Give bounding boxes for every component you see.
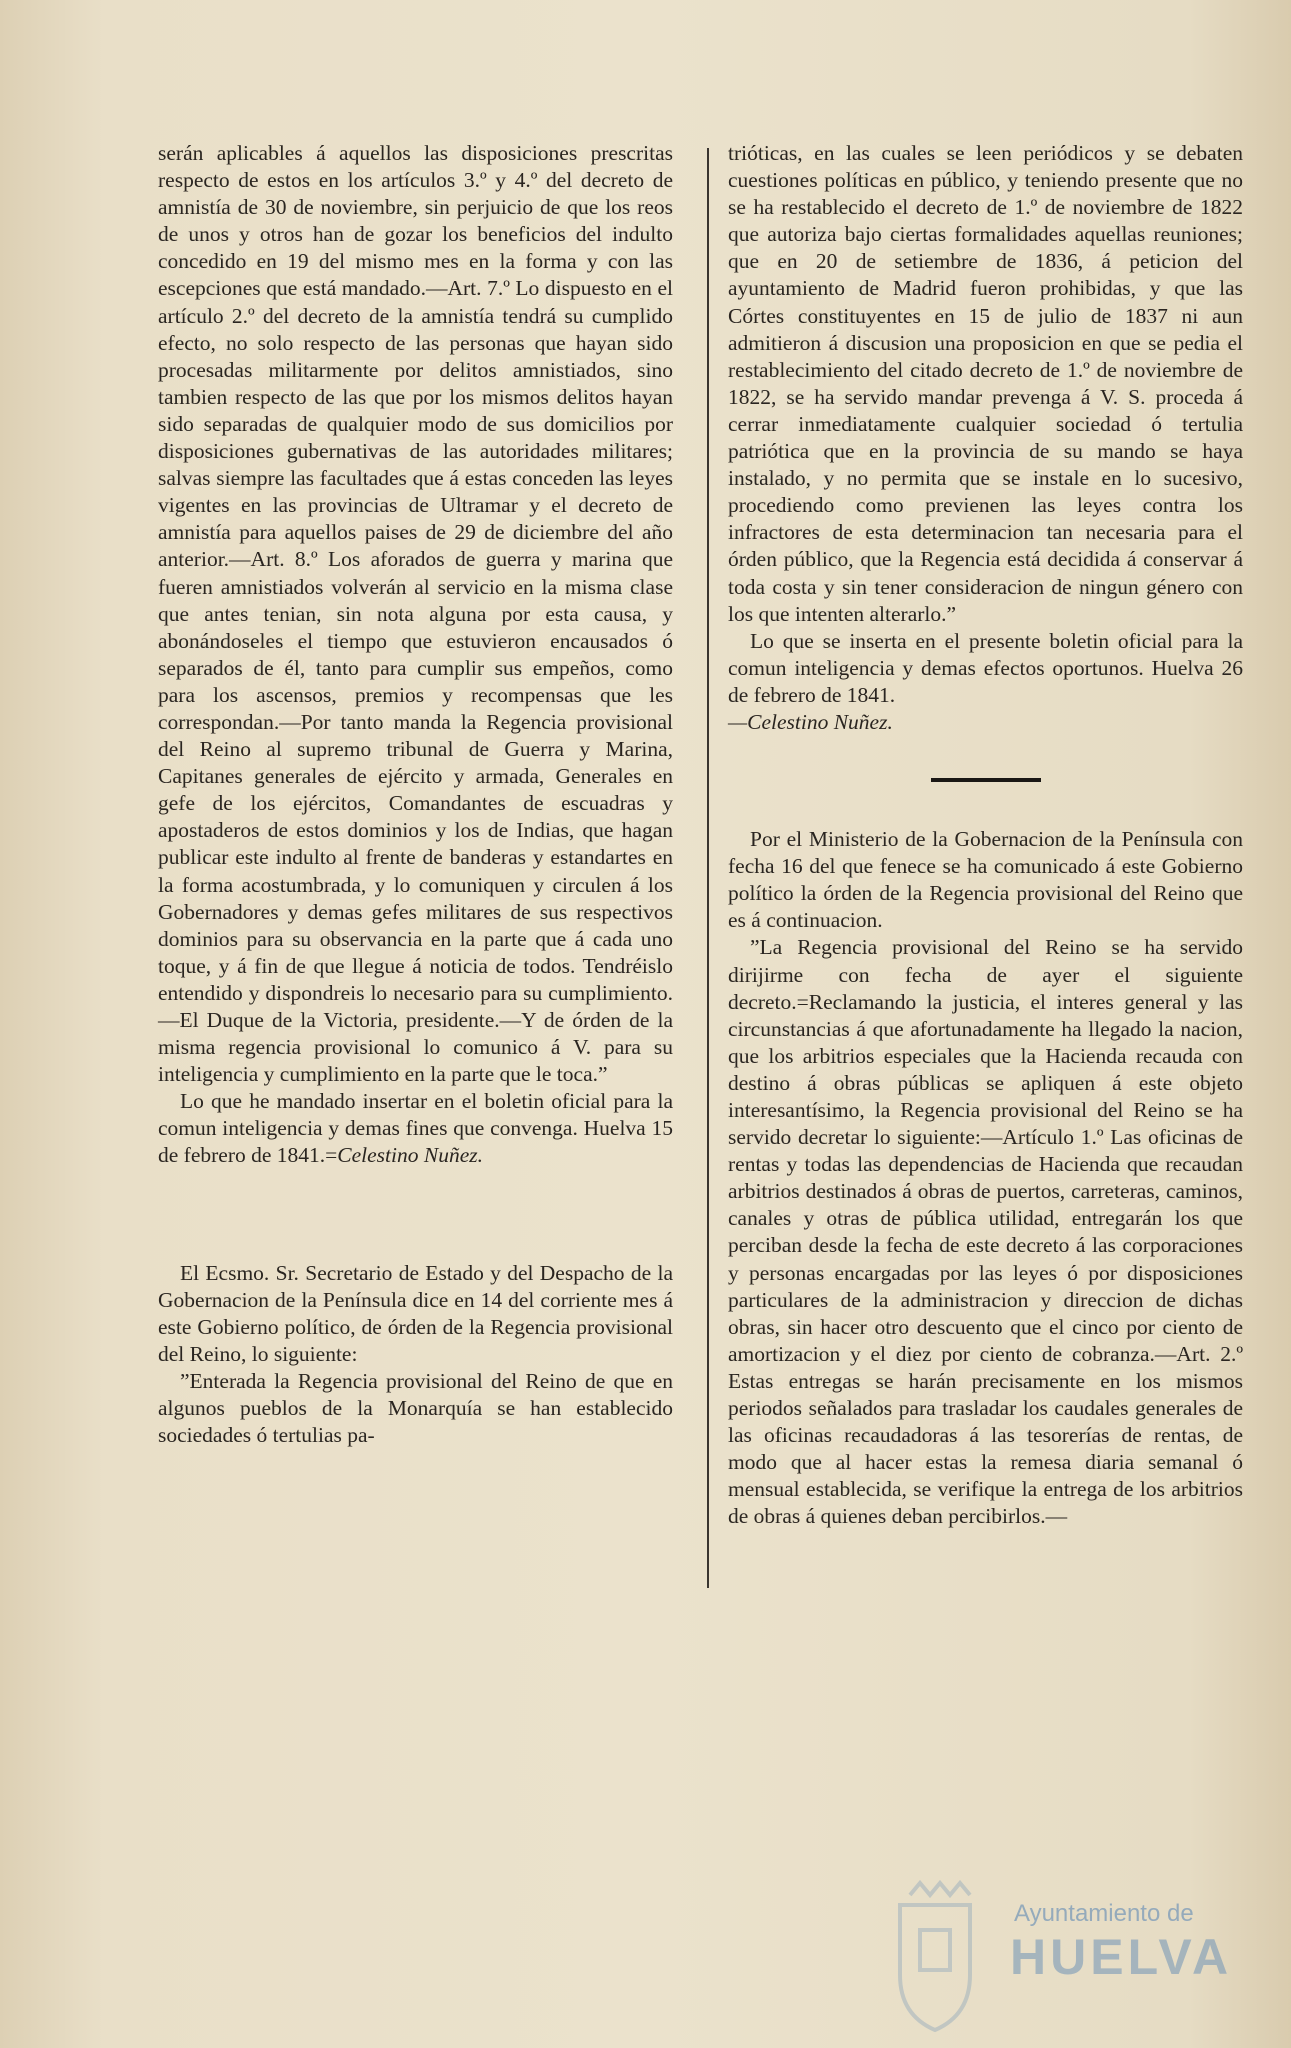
- right-column: [728, 140, 1243, 1531]
- right-paragraph-ministry-notice: Por el Ministerio de la Gobernacion de la Península con fecha 16 del que fenece se ha comunicado á este Gobierno político la órden de la Regencia provisional del Reino que es á continuacion.: [728, 827, 1243, 933]
- left-paragraph-secretary-notice: El Ecsmo. Sr. Secretario de Estado y del Despacho de la Gobernacion de la Península dice en 14 del corriente mes á este Gobierno político, de órden de la Regencia provisional del Reino, lo siguiente:: [158, 1260, 673, 1366]
- left-paragraph-regency-order: ”Enterada la Regencia provisional del Reino de que en algunos pueblos de la Monarquía se han establecido sociedades ó tertulias pa-: [158, 1368, 673, 1448]
- column-divider: [707, 148, 709, 1588]
- right-signature: —Celestino Nuñez.: [728, 709, 893, 734]
- left-spacer: [158, 1170, 673, 1260]
- section-rule: [931, 778, 1041, 782]
- watermark-line1: Ayuntamiento de: [1014, 1900, 1194, 1927]
- left-paragraph-insertion-note: Lo que he mandado insertar en el boletin oficial para la comun inteligencia y demas fines que convenga. Huelva 15 de febrero de 1841.=Celestino Nuñez.: [158, 1089, 673, 1168]
- right-paragraph-hacienda-decree: ”La Regencia provisional del Reino se ha servido dirijirme con fecha de ayer el siguiente decreto.=Reclamando la justicia, el interes general y las circunstancias á que afortunadamente ha llegado la nacion, que los arbitrios especiales que la Hacienda recauda con destino á obras públicas se apliquen á este objeto interesantísimo, la Regencia provisional del Reino se ha servido decretar lo siguiente:—Artículo 1.º Las oficinas de rentas y todas las dependencias de Hacienda que recaudan arbitrios destinados á obras de puertos, carreteras, caminos, canales y otras de pública utilidad, entregarán los que perciban desde la fecha de este decreto á las corporaciones y personas encargadas por las leyes ó por disposiciones particulares de la administracion y direccion de dichas obras, sin hacer otro descuento que el cinco por ciento de amortizacion y el diez por ciento de cobranza.—Art. 2.º Estas entregas se harán precisamente en los mismos periodos señalados para trasladar los caudales generales de las oficinas recaudadoras á las tesorerías de rentas, de modo que al hacer estas la remesa diaria semanal ó mensual establecida, se verifique la entrega de los arbitrios de obras á quienes deban percibirlos.—: [728, 935, 1243, 1529]
- left-column: [158, 140, 673, 1449]
- left-signature: Celestino Nuñez.: [337, 1143, 483, 1168]
- watermark-line2: HUELVA: [1010, 1929, 1233, 1985]
- left-paragraph-decree-continuation: serán aplicables á aquellos las disposiciones prescritas respecto de estos en los artículos 3.º y 4.º del decreto de amnistía de 30 de noviembre, sin perjuicio de que los reos de unos y otros han de gozar los beneficios del indulto concedido en 19 del mismo mes en la forma y con las escepciones que está mandado.—Art. 7.º Lo dispuesto en el artículo 2.º del decreto de la amnistía tendrá su cumplido efecto, no solo respecto de las personas que hayan sido procesadas militarmente por delitos amnistiados, sino tambien respecto de las que por los mismos delitos hayan sido separadas de qualquier modo de sus domicilios por disposiciones gubernativas de las autoridades militares; salvas siempre las facultades que á estas conceden las leyes vigentes en las provincias de Ultramar y el decreto de amnistía para aquellos paises de 29 de diciembre del año anterior.—Art. 8.º Los aforados de guerra y marina que fueren amnistiados volverán al servicio en la misma clase que antes tenian, sin nota alguna por esta causa, y abonándoseles el tiempo que estuvieron encausados ó separados de él, tanto para cumplir sus empeños, como para los ascensos, premios y recompensas que les correspondan.—Por tanto manda la Regencia provisional del Reino al supremo tribunal de Guerra y Marina, Capitanes generales de ejército y armada, Generales en gefe de los ejércitos, Comandantes de escuadras y apostaderos de estos dominios y los de Indias, que hagan publicar este indulto al frente de banderas y estandartes en la forma acostumbrada, y lo comuniquen y circulen á los Gobernadores y demas gefes militares de sus respectivos dominios para su observancia en la parte que á cada uno toque, y á fin de que llegue á noticia de todos. Tendréislo entendido y dispondreis lo necesario para su cumplimiento.—El Duque de la Victoria, presidente.—Y de órden de la misma regencia provisional lo comunico á V. para su inteligencia y cumplimiento en la parte que le toca.”: [158, 141, 673, 1087]
- right-paragraph-tertulias-order: trióticas, en las cuales se leen periódicos y se debaten cuestiones políticas en público, y teniendo presente que no se ha restablecido el decreto de 1.º de noviembre de 1822 que autoriza bajo ciertas formalidades aquellas reuniones; que en 20 de setiembre de 1836, á peticion del ayuntamiento de Madrid fueron prohibidas, y que las Córtes constituyentes en 15 de julio de 1837 ni aun admitieron á discusion una proposicion en que se pedia el restablecimiento del citado decreto de 1.º de noviembre de 1822, se ha servido mandar prevenga á V. S. proceda á cerrar inmediatamente cualquier sociedad ó tertulia patriótica que en la provincia de su mando se haya instalado, y no permita que se instale en lo sucesivo, procediendo como previenen las leyes contra los infractores de esta determinacion tan necesaria para el órden público, que la Regencia está decidida á conservar á toda costa y sin tener consideracion de ningun género con los que intenten alterarlo.”: [728, 141, 1243, 626]
- right-paragraph-insertion-note: Lo que se inserta en el presente boletin oficial para la comun inteligencia y demas efectos oportunos. Huelva 26 de febrero de 1841.: [728, 628, 1243, 707]
